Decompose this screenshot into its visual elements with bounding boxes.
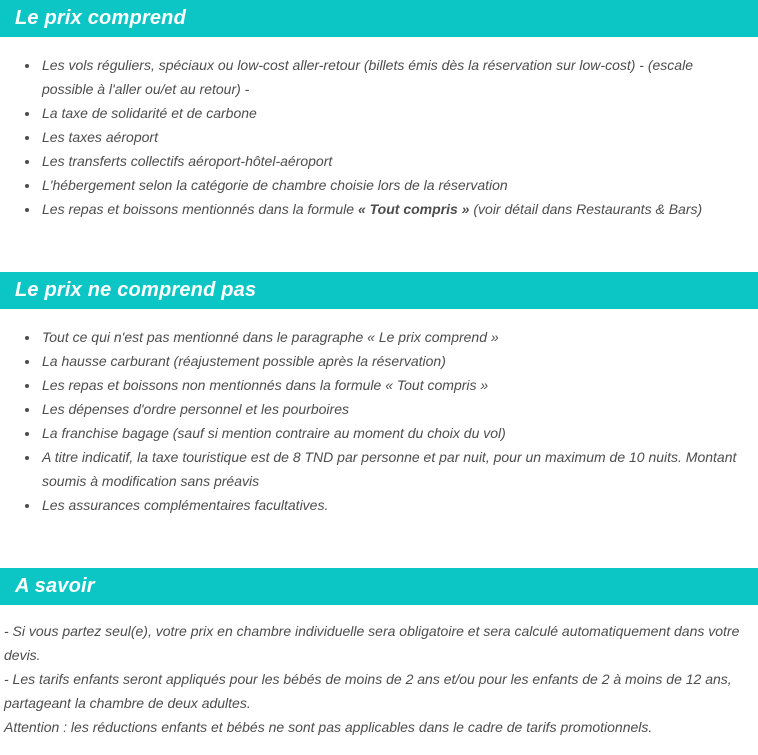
price-includes-item-formula xyxy=(40,197,746,221)
notes-text-block xyxy=(0,619,758,739)
notes-paragraph: Attention : les réductions enfants et bébés ne sont pas applicables dans le cadre de tarifs promotionnels. xyxy=(4,719,653,735)
price-includes-item: • Les vols réguliers, spéciaux ou low-cost aller-retour (billets émis dès la réservation sur low-cost) - (escale possible à l'aller ou/et au retour) - xyxy=(40,53,746,101)
price-excludes-item: • A titre indicatif, la taxe touristique est de 8 TND par personne et par nuit, pour un maximum de 10 nuits. Montant soumis à modification sans préavis xyxy=(40,445,746,493)
price-excludes-item: • Les repas et boissons non mentionnés dans la formule « Tout compris » xyxy=(40,373,746,397)
notes-paragraph: - Si vous partez seul(e), votre prix en chambre individuelle sera obligatoire et sera calculé automatiquement dans votre devis. xyxy=(4,623,740,663)
formula-item-suffix: (voir détail dans Restaurants & Bars) xyxy=(469,201,703,217)
price-excludes-item: • La franchise bagage (sauf si mention contraire au moment du choix du vol) xyxy=(40,421,746,445)
formula-item-prefix: Les repas et boissons mentionnés dans la formule xyxy=(42,201,358,217)
section-price-includes xyxy=(0,0,758,221)
price-excludes-title: Le prix ne comprend pas xyxy=(15,279,257,301)
price-excludes-header xyxy=(0,272,758,309)
notes-header xyxy=(0,568,758,605)
notes-title: A savoir xyxy=(15,575,95,597)
section-notes xyxy=(0,568,758,739)
price-includes-title: Le prix comprend xyxy=(15,7,187,29)
price-excludes-item: • Les dépenses d'ordre personnel et les pourboires xyxy=(40,397,746,421)
price-includes-item: • La taxe de solidarité et de carbone xyxy=(40,101,746,125)
price-includes-item: • L'hébergement selon la catégorie de chambre choisie lors de la réservation xyxy=(40,173,746,197)
price-includes-list xyxy=(0,53,758,221)
price-includes-header xyxy=(0,0,758,37)
section-price-excludes xyxy=(0,272,758,517)
price-excludes-item: • La hausse carburant (réajustement possible après la réservation) xyxy=(40,349,746,373)
notes-paragraph: - Les tarifs enfants seront appliqués pour les bébés de moins de 2 ans et/ou pour les enfants de 2 à moins de 12 ans, partageant la chambre de deux adultes. xyxy=(4,671,732,711)
price-excludes-list xyxy=(0,325,758,517)
formula-item-bold: « Tout compris » xyxy=(357,201,470,217)
price-includes-item: • Les taxes aéroport xyxy=(40,125,746,149)
price-includes-item: • Les transferts collectifs aéroport-hôtel-aéroport xyxy=(40,149,746,173)
price-excludes-item: • Les assurances complémentaires facultatives. xyxy=(40,493,746,517)
price-excludes-item: • Tout ce qui n'est pas mentionné dans le paragraphe « Le prix comprend » xyxy=(40,325,746,349)
